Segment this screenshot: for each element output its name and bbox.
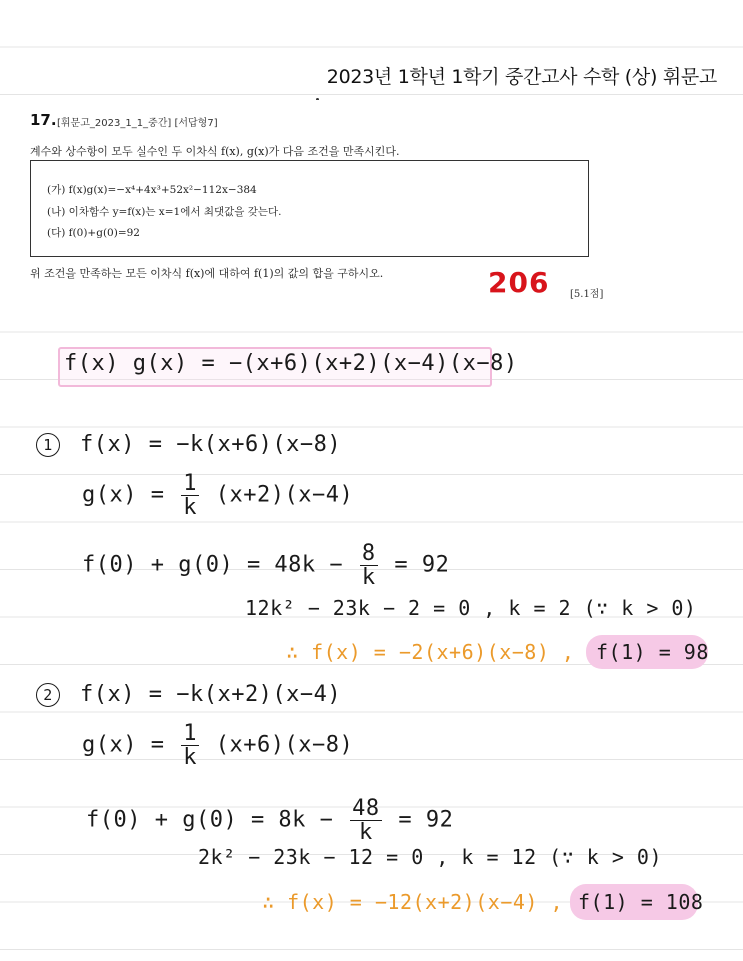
case2-quadratic: 2k² − 23k − 12 = 0 , k = 12 (∵ k > 0) [198, 845, 663, 869]
condition-b: (나) 이차함수 y=f(x)는 x=1에서 최댓값을 갖는다. [47, 206, 282, 218]
factored-expression: f(x) g(x) = −(x+6)(x+2)(x−4)(x−8) [64, 351, 518, 376]
case1-g-right: (x+2)(x−4) [215, 482, 354, 508]
condition-c: (다) f(0)+g(0)=92 [47, 227, 140, 239]
case1-g-frac-num: 1 [183, 471, 197, 496]
case1-line-g [82, 472, 353, 519]
case2-result: ∴ f(x) = −12(x+2)(x−4) , [262, 890, 563, 914]
case2-sum-fraction [350, 797, 382, 844]
case1-marker: 1 [36, 433, 60, 457]
case2-g-frac-num: 1 [183, 721, 197, 746]
case1-sum-frac-num: 8 [361, 541, 376, 566]
case1-line-sum [82, 542, 449, 589]
case2-sum-left: f(0) + g(0) = 8k − [86, 807, 334, 833]
case1-g-left: g(x) = [82, 482, 165, 508]
case1-sum-fraction [360, 542, 378, 589]
problem-stem: 계수와 상수항이 모두 실수인 두 이차식 f(x), g(x)가 다음 조건을 만족시킨다. [30, 145, 400, 158]
case2-f1: f(1) = 108 [578, 890, 704, 914]
case1-sum-left: f(0) + g(0) = 48k − [82, 552, 344, 578]
case1-sum-frac-den: k [361, 565, 376, 591]
case2-g-right: (x+6)(x−8) [215, 732, 354, 758]
case2-f: f(x) = −k(x+2)(x−4) [80, 682, 342, 707]
problem-points: [5.1점] [570, 289, 604, 300]
problem-number: 17. [30, 111, 57, 129]
case1-f1: f(1) = 98 [596, 640, 709, 664]
case1-sum-right: = 92 [394, 552, 450, 578]
problem-tags: [휘문고_2023_1_1_중간] [서답형7] [57, 118, 218, 129]
case2-line-f [36, 682, 341, 707]
case2-g-fraction [181, 722, 199, 769]
final-answer: 206 [488, 266, 550, 299]
case2-g-frac-den: k [183, 745, 197, 771]
case2-marker: 2 [36, 683, 60, 707]
case2-sum-right: = 92 [398, 807, 454, 833]
case1-f: f(x) = −k(x+6)(x−8) [80, 432, 342, 457]
case2-line-sum [86, 797, 453, 844]
case1-g-frac-den: k [183, 495, 197, 521]
case1-quadratic: 12k² − 23k − 2 = 0 , k = 2 (∵ k > 0) [245, 596, 697, 620]
problem-question: 위 조건을 만족하는 모든 이차식 f(x)에 대하여 f(1)의 값의 합을 구하시오. [30, 267, 384, 280]
case2-sum-frac-num: 48 [352, 796, 380, 821]
case2-sum-frac-den: k [359, 820, 373, 846]
conditions-box [30, 160, 589, 257]
case2-g-left: g(x) = [82, 732, 165, 758]
condition-a: (가) f(x)g(x)=−x⁴+4x³+52x²−112x−384 [47, 184, 257, 196]
case2-line-g [82, 722, 353, 769]
page-header-title: 2023년 1학년 1학기 중간고사 수학 (상) 휘문고 [326, 66, 717, 88]
case1-line-f [36, 432, 341, 457]
case1-g-fraction [181, 472, 199, 519]
case1-result: ∴ f(x) = −2(x+6)(x−8) , [286, 640, 575, 664]
